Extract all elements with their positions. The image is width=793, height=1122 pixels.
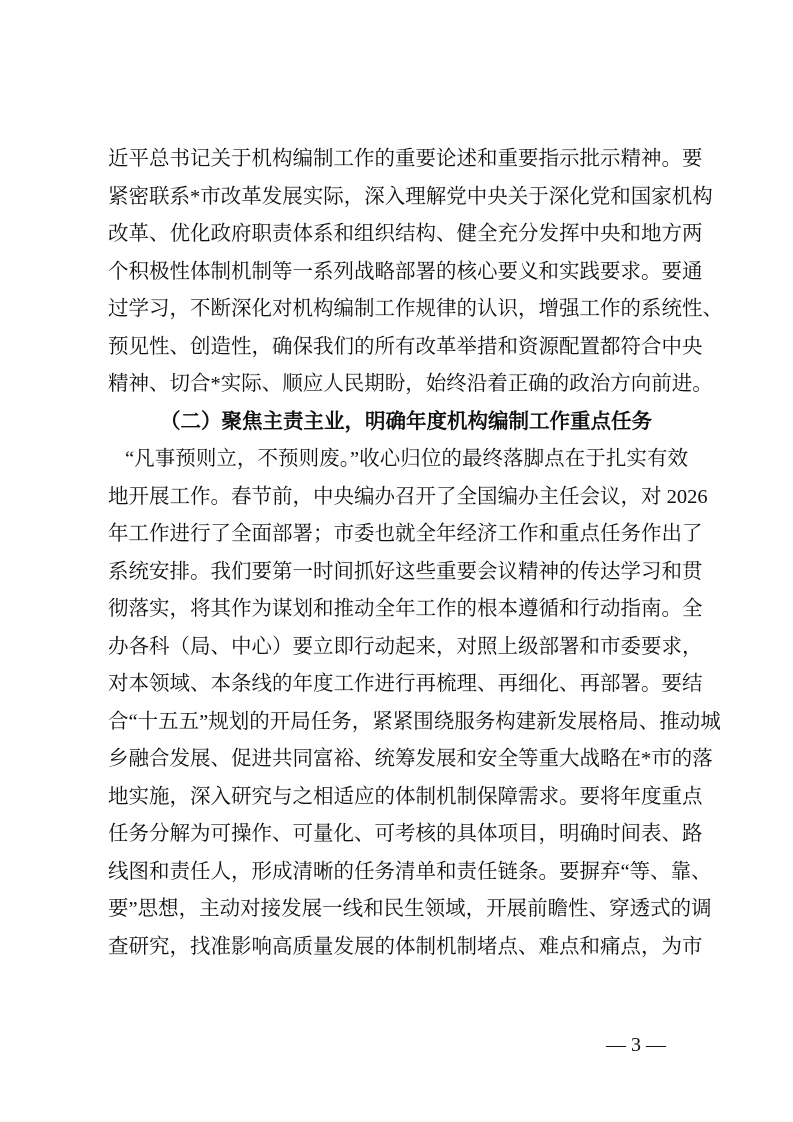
page-number: — 3 —	[606, 1034, 666, 1056]
text-line: 乡融合发展、促进共同富裕、统筹发展和安全等重大战略在*市的落	[108, 748, 713, 770]
section-heading: （二）聚焦主责主业，明确年度机构编制工作重点任务	[160, 410, 652, 433]
body-text	[108, 141, 723, 966]
text-line: 紧密联系*市改革发展实际，深入理解党中央关于深化党和国家机构	[108, 185, 713, 208]
text-line: “凡事预则立，不预则废。”收心归位的最终落脚点在于扎实有效	[125, 448, 688, 470]
text-line: 年工作进行了全面部署；市委也就全年经济工作和重点任务作出了	[108, 523, 703, 545]
text-line: 任务分解为可操作、可量化、可考核的具体项目，明确时间表、路	[108, 823, 703, 845]
text-line: 系统安排。我们要第一时间抓好这些重要会议精神的传达学习和贯	[108, 560, 703, 583]
text-line: 精神、切合*实际、顺应人民期盼，始终沿着正确的政治方向前进。	[108, 373, 713, 395]
text-line: 查研究，找准影响高质量发展的体制机制堵点、难点和痛点，为市	[108, 935, 703, 958]
text-line: 改革、优化政府职责体系和组织结构、健全充分发挥中央和地方两	[108, 223, 703, 245]
text-line: 预见性、创造性，确保我们的所有改革举措和资源配置都符合中央	[108, 335, 703, 358]
text-line: 线图和责任人，形成清晰的任务清单和责任链条。要摒弃“等、靠、	[108, 860, 712, 883]
text-line: 过学习，不断深化对机构编制工作规律的认识，增强工作的系统性、	[108, 298, 723, 320]
text-line: 近平总书记关于机构编制工作的重要论述和重要指示批示精神。要	[108, 148, 703, 170]
text-line: 对本领域、本条线的年度工作进行再梳理、再细化、再部署。要结	[108, 673, 703, 695]
text-line: 彻落实，将其作为谋划和推动全年工作的根本遵循和行动指南。全	[108, 598, 703, 620]
text-line: 办各科（局、中心）要立即行动起来，对照上级部署和市委要求，	[108, 635, 703, 658]
text-line: 要”思想，主动对接发展一线和民生领域，开展前瞻性、穿透式的调	[108, 898, 712, 920]
text-line: 地实施，深入研究与之相适应的体制机制保障需求。要将年度重点	[108, 785, 703, 808]
text-line: 地开展工作。春节前，中央编办召开了全国编办主任会议，对 2026	[108, 485, 708, 508]
text-line: 合“十五五”规划的开局任务，紧紧围绕服务构建新发展格局、推动城	[108, 710, 721, 733]
text-line: 个积极性体制机制等一系列战略部署的核心要义和实践要求。要通	[108, 260, 703, 283]
